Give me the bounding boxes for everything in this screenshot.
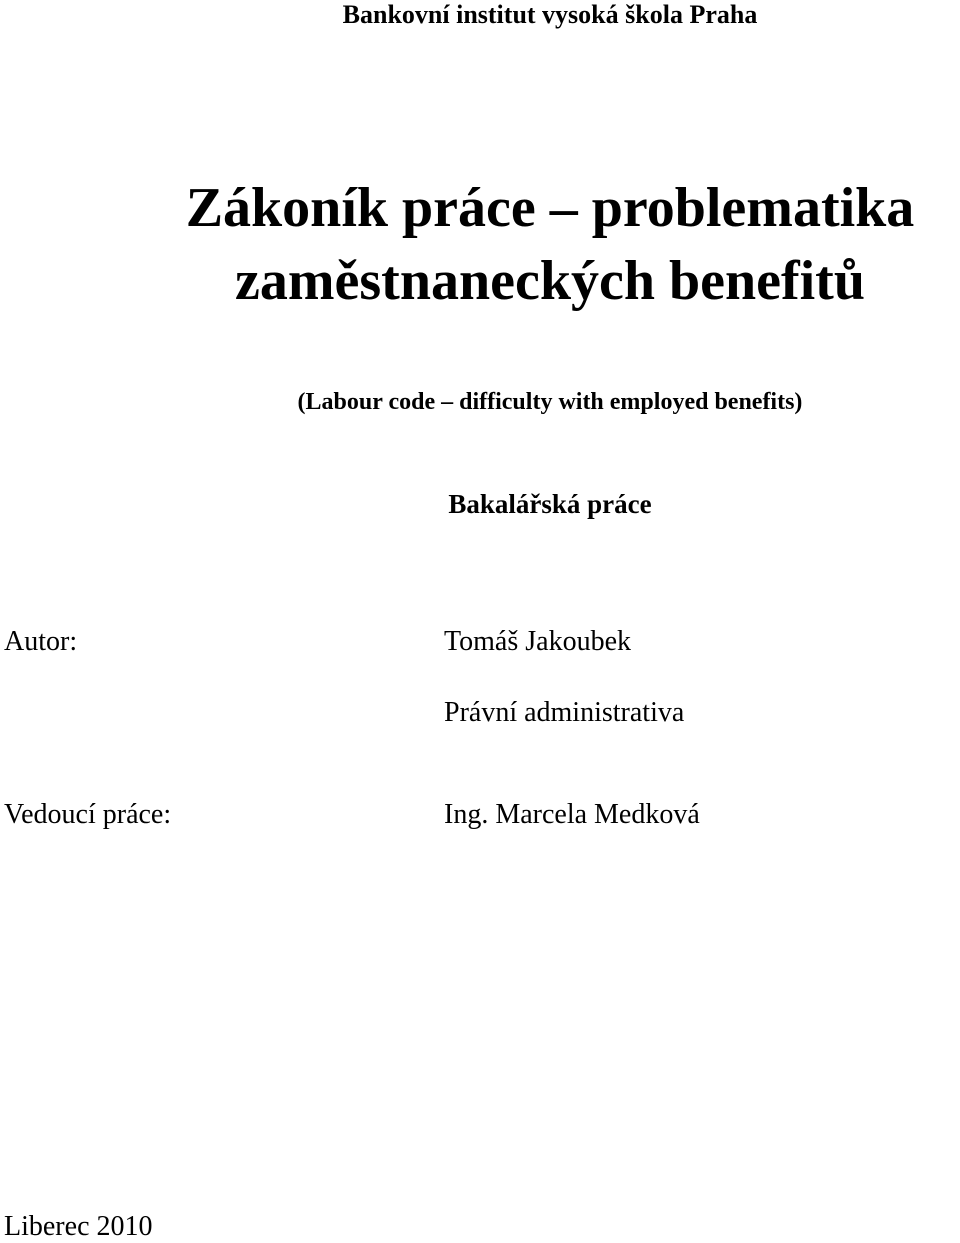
- document-type: Bakalářská práce: [448, 489, 652, 519]
- supervisor-label: Vedoucí práce:: [4, 799, 172, 830]
- author-name: Tomáš Jakoubek: [444, 626, 632, 657]
- thesis-title-line-1: Zákoník práce – problematika: [185, 177, 915, 239]
- author-label: Autor:: [4, 626, 78, 657]
- thesis-subtitle-english: (Labour code – difficulty with employed benefits): [297, 389, 803, 415]
- study-program: Právní administrativa: [444, 697, 685, 728]
- place-and-year: Liberec 2010: [4, 1211, 153, 1242]
- institution-name: Bankovní institut vysoká škola Praha: [342, 0, 758, 29]
- supervisor-name: Ing. Marcela Medková: [444, 799, 700, 830]
- thesis-title-line-2: zaměstnaneckých benefitů: [235, 250, 865, 312]
